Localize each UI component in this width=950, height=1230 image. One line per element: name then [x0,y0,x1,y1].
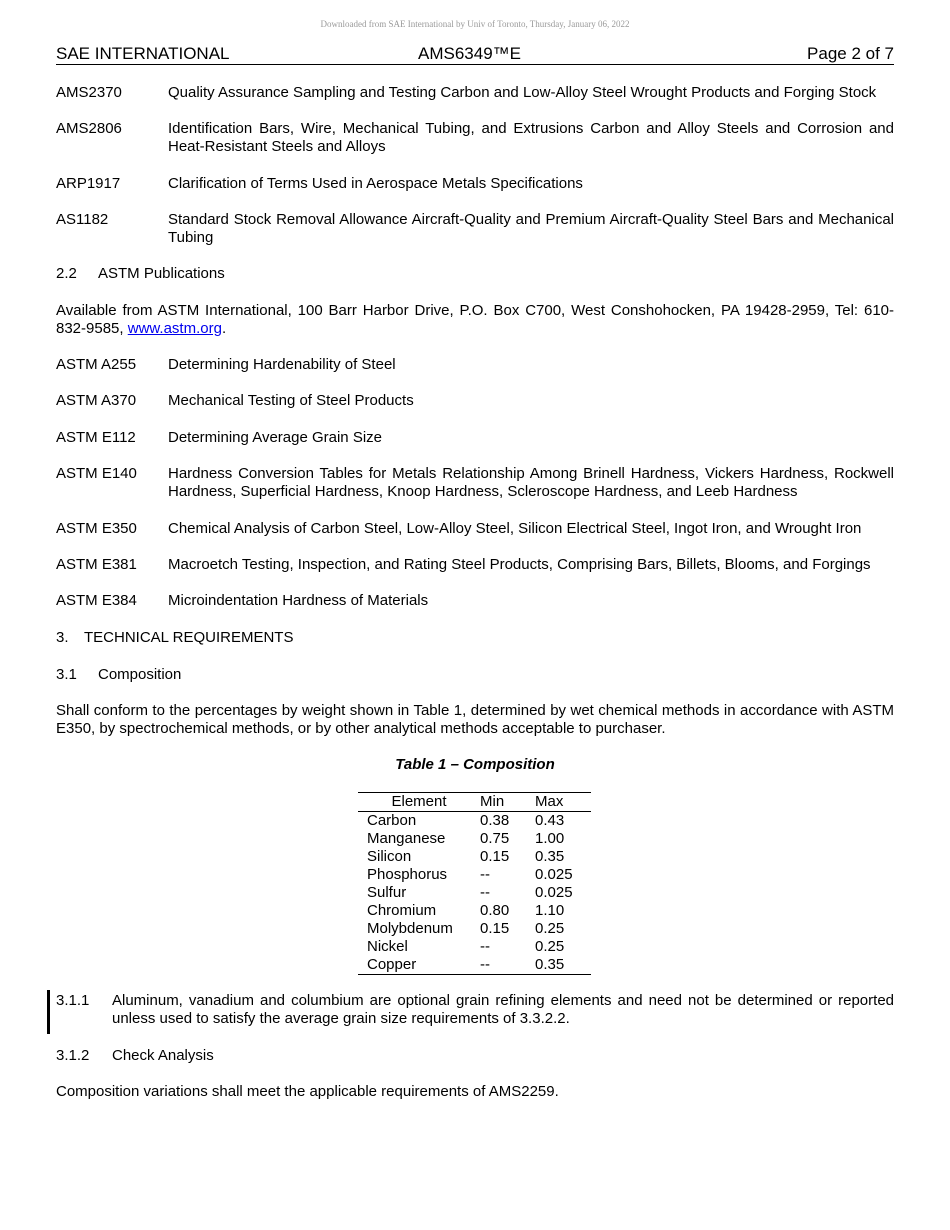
astm-address-text: Available from ASTM International, 100 Barr Harbor Drive, P.O. Box C700, West Conshohocken, PA 19428-2959, Tel: 610-832-9585, [56,302,894,337]
composition-table [358,792,591,975]
check-analysis-paragraph: Composition variations shall meet the applicable requirements of AMS2259. [56,1083,559,1100]
min-cell: -- [480,866,490,883]
element-cell: Molybdenum [367,920,453,937]
section-title: Composition [98,666,182,683]
max-cell: 0.25 [535,938,565,955]
section-number: 3.1 [56,666,77,683]
table-row [358,902,591,920]
header-doc-number: AMS6349™E [418,44,521,63]
element-cell: Chromium [367,902,437,919]
reference-title: Macroetch Testing, Inspection, and Rating Steel Products, Comprising Bars, Billets, Blooms, and Forgings [168,556,871,573]
header-org: SAE INTERNATIONAL [56,44,230,63]
element-cell: Silicon [367,848,412,865]
min-cell: 0.38 [480,812,510,829]
max-cell: 0.35 [535,956,565,973]
reference-title: Clarification of Terms Used in Aerospace Metals Specifications [168,175,583,192]
reference-code: ASTM A255 [56,356,137,373]
max-cell: 0.35 [535,848,565,865]
section-heading-3-1-2 [56,1047,894,1065]
reference-code: AMS2370 [56,84,122,101]
reference-code: AS1182 [56,211,109,228]
min-cell: 0.75 [480,830,510,847]
section-number: 3.1.1 [56,992,90,1009]
column-header-min: Min [480,793,535,812]
reference-title: Microindentation Hardness of Materials [168,592,429,609]
paragraph-end: . [221,320,227,337]
reference-code: ASTM E112 [56,429,136,446]
reference-title: Mechanical Testing of Steel Products [168,392,414,409]
section-title: TECHNICAL REQUIREMENTS [84,629,294,646]
section-text: Aluminum, vanadium and columbium are optional grain refining elements and need not be determined or reported unless used to satisfy the average grain size requirements of 3.3.2.2. [112,992,894,1027]
page-header [56,44,894,65]
table-row [358,866,591,884]
reference-title: Chemical Analysis of Carbon Steel, Low-Alloy Steel, Silicon Electrical Steel, Ingot Iron, and Wrought Iron [168,520,862,537]
table-row [358,884,591,902]
element-cell: Carbon [367,812,417,829]
reference-code: ASTM A370 [56,392,137,409]
table-caption: Table 1 – Composition [395,756,555,773]
min-cell: 0.80 [480,902,510,919]
max-cell: 0.025 [535,884,573,901]
astm-website-link[interactable]: www.astm.org [127,320,222,337]
section-number: 3.1.2 [56,1047,90,1064]
min-cell: -- [480,956,490,973]
table-header-row [358,793,591,812]
column-header-element: Element [358,793,480,812]
min-cell: -- [480,884,490,901]
table-row [358,956,591,975]
reference-title: Standard Stock Removal Allowance Aircraft-Quality and Premium Aircraft-Quality Steel Bars and Mechanical Tubing [168,211,894,246]
section-heading-2-2 [56,265,894,283]
download-notice: Downloaded from SAE International by Univ of Toronto, Thursday, January 06, 2022 [320,19,630,29]
reference-code: ASTM E384 [56,592,137,609]
min-cell: 0.15 [480,920,510,937]
section-title: Check Analysis [112,1047,214,1064]
max-cell: 0.25 [535,920,565,937]
column-header-max: Max [535,793,591,812]
section-number: 3. [56,629,69,646]
reference-code: ASTM E140 [56,465,137,482]
element-cell: Phosphorus [367,866,448,883]
revision-change-bar [47,990,50,1034]
reference-code: ASTM E381 [56,556,137,573]
reference-title: Quality Assurance Sampling and Testing Carbon and Low-Alloy Steel Wrought Products and Forging Stock [168,84,877,101]
max-cell: 1.00 [535,830,565,847]
section-heading-3-1 [56,666,894,684]
max-cell: 0.43 [535,812,565,829]
reference-code: AMS2806 [56,120,122,137]
section-title: ASTM Publications [98,265,225,282]
element-cell: Manganese [367,830,446,847]
max-cell: 1.10 [535,902,565,919]
max-cell: 0.025 [535,866,573,883]
table-row [358,938,591,956]
reference-title: Hardness Conversion Tables for Metals Relationship Among Brinell Hardness, Vickers Hardness, Rockwell Hardness, Superficial Hardness, Knoop Hardness, Scleroscope Hardness, and Leeb Hardness [168,465,894,500]
element-cell: Copper [367,956,417,973]
table-row [358,920,591,938]
reference-code: ARP1917 [56,175,121,192]
element-cell: Nickel [367,938,408,955]
min-cell: 0.15 [480,848,510,865]
section-heading-3 [56,629,894,647]
header-page-number: Page 2 of 7 [807,44,894,63]
table-row [358,830,591,848]
reference-title: Identification Bars, Wire, Mechanical Tubing, and Extrusions Carbon and Alloy Steels and Corrosion and Heat-Resistant Steels and Alloys [168,120,894,155]
min-cell: -- [480,938,490,955]
astm-availability-paragraph [56,302,894,338]
table-row [358,812,591,831]
section-number: 2.2 [56,265,77,282]
composition-paragraph: Shall conform to the percentages by weight shown in Table 1, determined by wet chemical methods in accordance with ASTM E350, by spectrochemical methods, or by other analytical methods acceptable to purchaser. [56,702,894,737]
reference-title: Determining Average Grain Size [168,429,382,446]
reference-title: Determining Hardenability of Steel [168,356,396,373]
element-cell: Sulfur [367,884,407,901]
reference-code: ASTM E350 [56,520,137,537]
table-row [358,848,591,866]
